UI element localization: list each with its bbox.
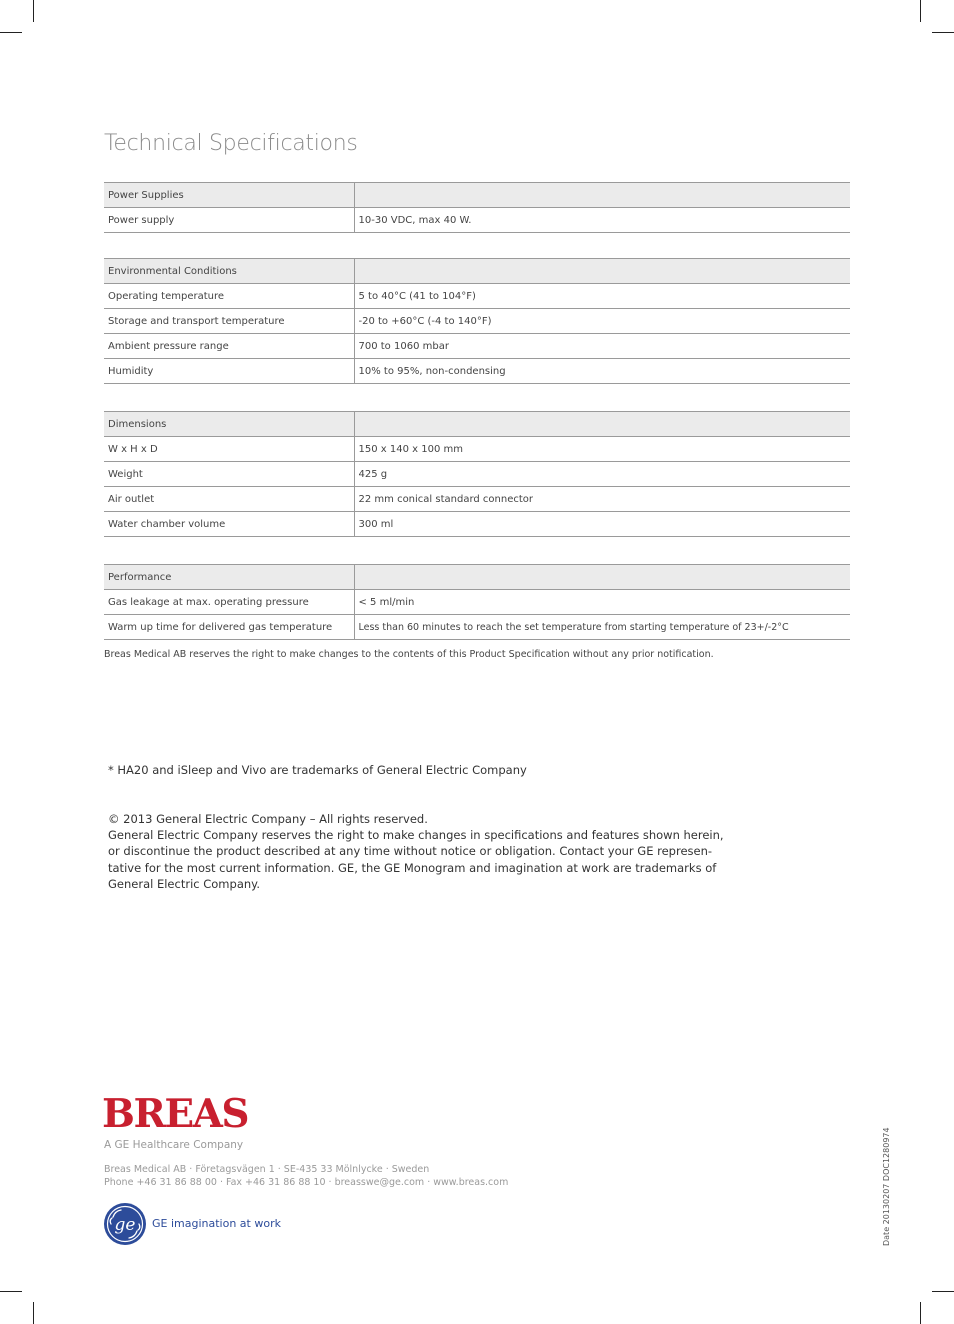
spec-value: 150 x 140 x 100 mm bbox=[354, 437, 850, 462]
spec-label: Humidity bbox=[104, 359, 354, 384]
spec-value: 300 ml bbox=[354, 512, 850, 537]
breas-logo: BREAS bbox=[102, 1091, 249, 1137]
dimensions-table bbox=[104, 411, 850, 537]
table-header-row bbox=[104, 412, 850, 437]
crop-mark bbox=[932, 1291, 954, 1292]
table-header-row bbox=[104, 259, 850, 284]
crop-mark bbox=[33, 1302, 34, 1324]
spec-label: Power supply bbox=[104, 208, 354, 233]
power-supplies-table bbox=[104, 182, 850, 233]
crop-mark bbox=[0, 1291, 22, 1292]
crop-mark bbox=[920, 0, 921, 22]
crop-mark bbox=[33, 0, 34, 22]
spec-value: < 5 ml/min bbox=[354, 590, 850, 615]
table-row bbox=[104, 615, 850, 640]
crop-mark bbox=[932, 32, 954, 33]
disclaimer-text: Breas Medical AB reserves the right to make changes to the contents of this Product Specification without any prior notification. bbox=[104, 649, 714, 660]
table-row bbox=[104, 487, 850, 512]
spec-label: Gas leakage at max. operating pressure bbox=[104, 590, 354, 615]
page-title: Technical Specifications bbox=[104, 131, 358, 156]
document-reference: Date 20130207 DOC1280974 bbox=[882, 1127, 891, 1246]
spec-label: Storage and transport temperature bbox=[104, 309, 354, 334]
spec-label: Ambient pressure range bbox=[104, 334, 354, 359]
spec-value: 425 g bbox=[354, 462, 850, 487]
performance-table bbox=[104, 564, 850, 640]
table-row bbox=[104, 334, 850, 359]
section-heading: Environmental Conditions bbox=[104, 259, 354, 284]
table-row bbox=[104, 462, 850, 487]
spec-label: Weight bbox=[104, 462, 354, 487]
spec-value: -20 to +60°C (-4 to 140°F) bbox=[354, 309, 850, 334]
table-row bbox=[104, 284, 850, 309]
brand-tagline: A GE Healthcare Company bbox=[104, 1139, 244, 1151]
table-row bbox=[104, 208, 850, 233]
ge-monogram-letters: ge bbox=[114, 1215, 136, 1235]
table-row bbox=[104, 359, 850, 384]
table-row bbox=[104, 437, 850, 462]
spec-value: 10-30 VDC, max 40 W. bbox=[354, 208, 850, 233]
copyright-line: tative for the most current information. GE, the GE Monogram and imagination at work are trademarks of bbox=[108, 860, 717, 875]
spec-value: 10% to 95%, non-condensing bbox=[354, 359, 850, 384]
table-header-row bbox=[104, 183, 850, 208]
crop-mark bbox=[920, 1302, 921, 1324]
copyright-line: or discontinue the product described at any time without notice or obligation. Contact your GE represen- bbox=[108, 844, 713, 859]
section-heading: Dimensions bbox=[104, 412, 354, 437]
company-address bbox=[104, 1163, 508, 1189]
spec-value: 700 to 1060 mbar bbox=[354, 334, 850, 359]
table-row bbox=[104, 590, 850, 615]
contact-line: Phone +46 31 86 88 00 · Fax +46 31 86 88 10 · breasswe@ge.com · www.breas.com bbox=[104, 1177, 509, 1188]
spec-value: 22 mm conical standard connector bbox=[354, 487, 850, 512]
ge-slogan: GE imagination at work bbox=[152, 1217, 281, 1230]
copyright-block bbox=[108, 811, 728, 892]
spec-label: W x H x D bbox=[104, 437, 354, 462]
trademark-note: * HA20 and iSleep and Vivo are trademarks of General Electric Company bbox=[108, 763, 527, 777]
spec-value: 5 to 40°C (41 to 104°F) bbox=[354, 284, 850, 309]
spec-label: Air outlet bbox=[104, 487, 354, 512]
environmental-conditions-table bbox=[104, 258, 850, 384]
copyright-line: © 2013 General Electric Company – All rights reserved. bbox=[108, 812, 428, 826]
spec-value: Less than 60 minutes to reach the set temperature from starting temperature of 23+/-2°C bbox=[354, 615, 850, 640]
table-header-row bbox=[104, 565, 850, 590]
section-heading: Power Supplies bbox=[104, 183, 354, 208]
spec-label: Warm up time for delivered gas temperature bbox=[104, 615, 354, 640]
table-row bbox=[104, 309, 850, 334]
copyright-line: General Electric Company. bbox=[108, 876, 260, 891]
spec-label: Water chamber volume bbox=[104, 512, 354, 537]
section-heading: Performance bbox=[104, 565, 354, 590]
crop-mark bbox=[0, 32, 22, 33]
spec-label: Operating temperature bbox=[104, 284, 354, 309]
table-row bbox=[104, 512, 850, 537]
address-line: Breas Medical AB · Företagsvägen 1 · SE-435 33 Mölnlycke · Sweden bbox=[104, 1164, 430, 1175]
ge-monogram-icon bbox=[103, 1202, 147, 1246]
copyright-line: General Electric Company reserves the right to make changes in specifications and features shown herein, bbox=[108, 828, 724, 843]
